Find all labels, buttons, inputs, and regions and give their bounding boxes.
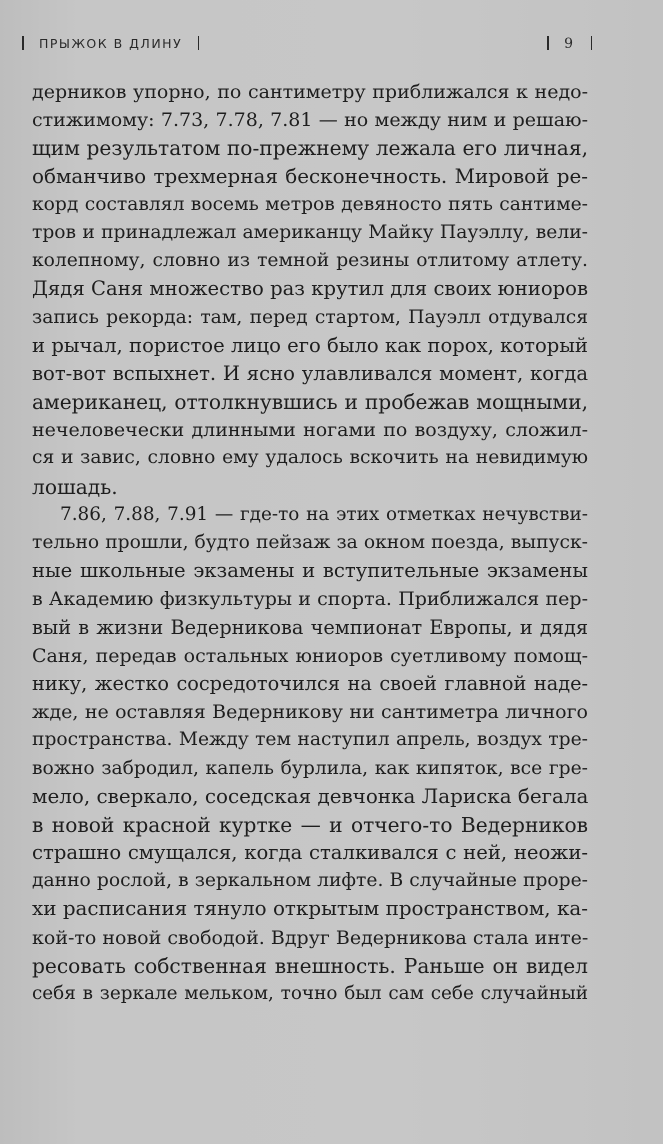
- text-line: Дядя Саня множество раз крутил для своих юниоров: [32, 277, 588, 301]
- text-line: колепному, словно из темной резины отлитому атлету.: [32, 250, 588, 272]
- text-line: хи расписания тянуло открытым пространством, ка-: [32, 897, 588, 921]
- text-line: лошадь.: [32, 474, 118, 499]
- text-line: в новой красной куртке — и отчего-то Ведерников: [32, 812, 588, 837]
- text-line: обманчиво трехмерная бесконечность. Мировой ре-: [32, 164, 588, 188]
- text-line: в Академию физкультуры и спорта. Приближался пер-: [32, 588, 588, 611]
- divider-bar: [198, 36, 200, 50]
- body-text: [32, 78, 588, 1008]
- text-line: вот-вот вспыхнет. И ясно улавливался момент, когда: [32, 361, 588, 385]
- running-head-title-block: [22, 36, 199, 51]
- text-line: нику, жестко сосредоточился на своей главной наде-: [32, 671, 588, 695]
- text-line: американец, оттолкнувшись и пробежав мощными,: [32, 390, 588, 415]
- text-line: данно рослой, в зеркальном лифте. В случайные проре-: [32, 870, 588, 892]
- divider-bar: [547, 36, 549, 50]
- text-line: 7.86, 7.88, 7.91 — где-то на этих отметках нечувстви-: [60, 503, 588, 525]
- text-line: запись рекорда: там, перед стартом, Пауэлл отдувался: [32, 306, 588, 328]
- text-line: ся и завис, словно ему удалось вскочить на невидимую: [32, 447, 588, 469]
- divider-bar: [591, 36, 593, 50]
- text-line: корд составлял восемь метров девяносто пять сантиме-: [32, 193, 588, 215]
- text-line: ресовать собственная внешность. Раньше он видел: [32, 953, 588, 978]
- text-line: нечеловечески длинными ногами по воздуху, сложил-: [32, 419, 588, 442]
- text-line: тельно прошли, будто пейзаж за окном поезда, выпуск-: [32, 532, 588, 553]
- text-line: пространства. Между тем наступил апрель, воздух тре-: [32, 729, 588, 751]
- text-line: и рычал, пористое лицо его было как порох, который: [32, 333, 588, 357]
- text-line: страшно смущался, когда сталкивался с ней, неожи-: [32, 841, 588, 865]
- text-line: вый в жизни Ведерникова чемпионат Европы, и дядя: [32, 615, 588, 639]
- page-number: 9: [564, 36, 576, 52]
- running-head: [22, 36, 592, 56]
- text-line: ные школьные экзамены и вступительные экзамены: [32, 559, 588, 583]
- text-line: тров и принадлежал американцу Майку Пауэллу, вели-: [32, 221, 588, 243]
- text-line: Саня, передав остальных юниоров суетливому помощ-: [32, 644, 588, 667]
- page-number-block: [547, 36, 592, 52]
- text-line: щим результатом по-прежнему лежала его личная,: [32, 136, 588, 161]
- text-line: себя в зеркале мельком, точно был сам себе случайный: [32, 983, 588, 1004]
- text-line: стижимому: 7.73, 7.78, 7.81 — но между ним и решаю-: [32, 109, 588, 132]
- text-line: дерников упорно, по сантиметру приближался к недо-: [32, 81, 588, 103]
- text-line: мело, сверкало, соседская девчонка Лариска бегала: [32, 784, 588, 808]
- text-line: кой-то новой свободой. Вдруг Ведерникова стала инте-: [32, 926, 588, 949]
- text-line: жде, не оставляя Ведерникову ни сантиметра личного: [32, 701, 588, 724]
- text-line: вожно забродил, капель бурлила, как кипяток, все гре-: [32, 757, 588, 779]
- section-title: ПРЫЖОК В ДЛИНУ: [38, 36, 183, 51]
- divider-bar: [22, 36, 24, 50]
